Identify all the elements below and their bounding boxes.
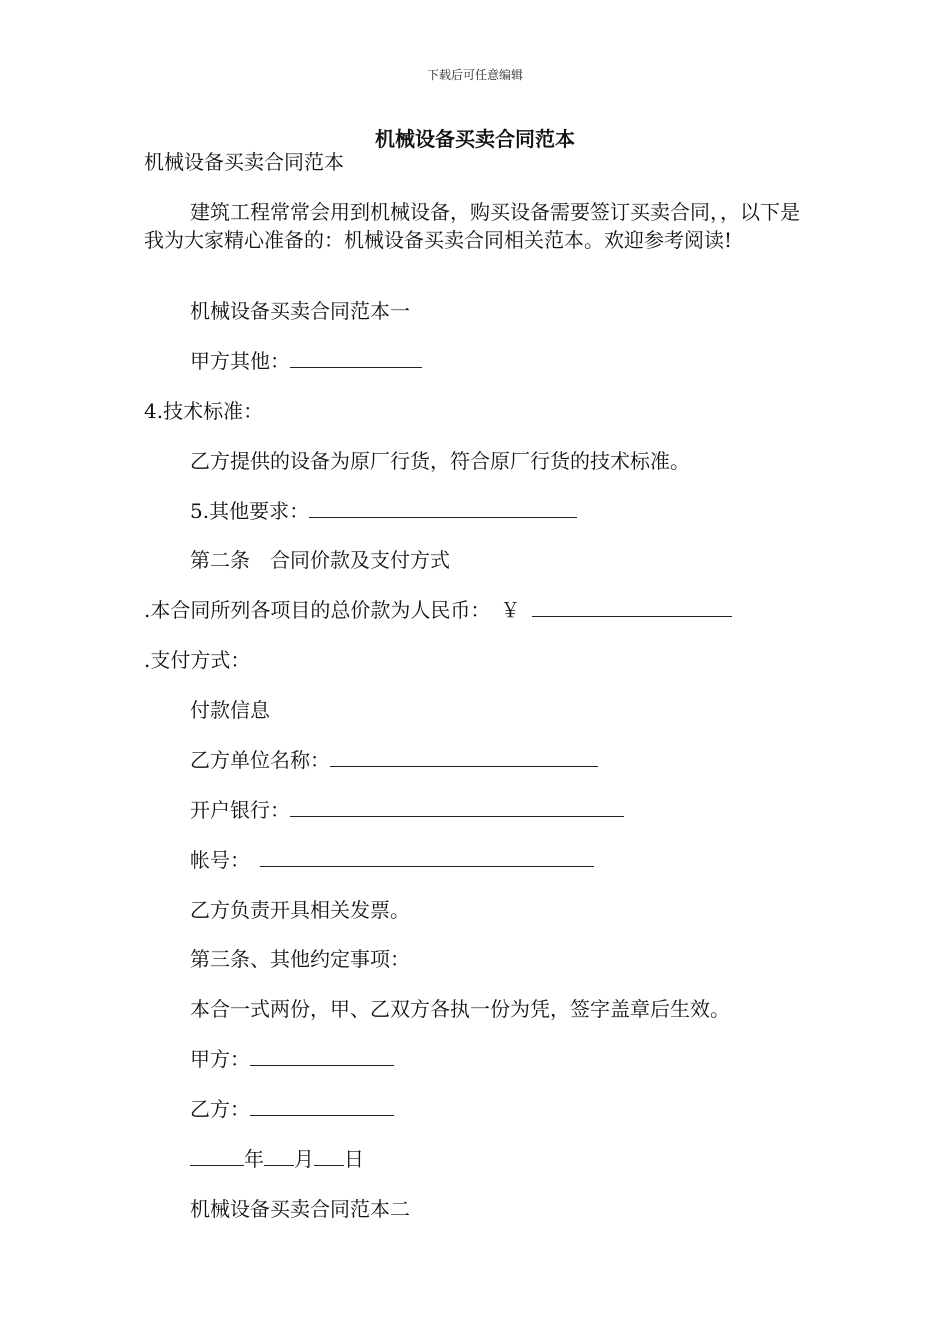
article3-heading: 第三条、其他约定事项：: [190, 947, 410, 971]
other-req-line: [190, 497, 577, 525]
total-price-label: .本合同所列各项目的总价款为人民币： ￥: [144, 598, 521, 622]
party-a-label: 甲方：: [190, 1047, 250, 1071]
document-title: 机械设备买卖合同范本: [375, 127, 575, 151]
account-blank: [260, 848, 594, 867]
intro-paragraph: 建筑工程常常会用到机械设备，购买设备需要签订买卖合同，，以下是我为大家精心准备的：机械设备买卖合同相关范本。欢迎参考阅读!: [144, 200, 800, 252]
account-line: [190, 846, 594, 874]
copies-text: 本合一式两份，甲、乙双方各执一份为凭，签字盖章后生效。: [190, 997, 730, 1021]
party-b-label: 乙方：: [190, 1097, 250, 1121]
party-a-other-label: 甲方其他：: [190, 349, 290, 373]
party-b-line: [190, 1095, 394, 1123]
date-line: [190, 1145, 364, 1173]
payment-method: .支付方式：: [144, 648, 251, 672]
year-blank: [190, 1147, 244, 1166]
party-b-name-label: 乙方单位名称：: [190, 748, 330, 772]
other-req-blank: [309, 499, 577, 518]
bank-line: [190, 796, 624, 824]
total-price-blank: [532, 598, 732, 617]
party-a-blank: [250, 1047, 394, 1066]
other-req-label: 5.其他要求：: [190, 499, 310, 523]
day-blank: [314, 1147, 344, 1166]
party-b-name-line: [190, 746, 598, 774]
account-label: 帐号：: [190, 848, 250, 872]
tech-std-text: 乙方提供的设备为原厂行货，符合原厂行货的技术标准。: [190, 449, 690, 473]
party-a-other-line: [190, 347, 422, 375]
bank-label: 开户银行：: [190, 798, 290, 822]
invoice-text: 乙方负责开具相关发票。: [190, 898, 410, 922]
subtitle: 机械设备买卖合同范本: [144, 150, 344, 174]
party-a-line: [190, 1045, 394, 1073]
date-month: 月: [294, 1147, 314, 1171]
page-header-note: 下载后可任意编辑: [426, 68, 523, 82]
payment-info: 付款信息: [190, 698, 270, 722]
date-day: 日: [344, 1147, 364, 1171]
party-a-other-blank: [290, 349, 422, 368]
sample2-heading: 机械设备买卖合同范本二: [190, 1197, 410, 1221]
article2-heading: 第二条 合同价款及支付方式: [190, 548, 450, 572]
party-b-blank: [250, 1097, 394, 1116]
date-year: 年: [244, 1147, 264, 1171]
month-blank: [264, 1147, 294, 1166]
total-price-line: [144, 596, 732, 624]
tech-std-heading: 4.技术标准：: [144, 399, 264, 423]
sample1-heading: 机械设备买卖合同范本一: [190, 299, 410, 323]
bank-blank: [290, 798, 624, 817]
party-b-name-blank: [330, 748, 598, 767]
